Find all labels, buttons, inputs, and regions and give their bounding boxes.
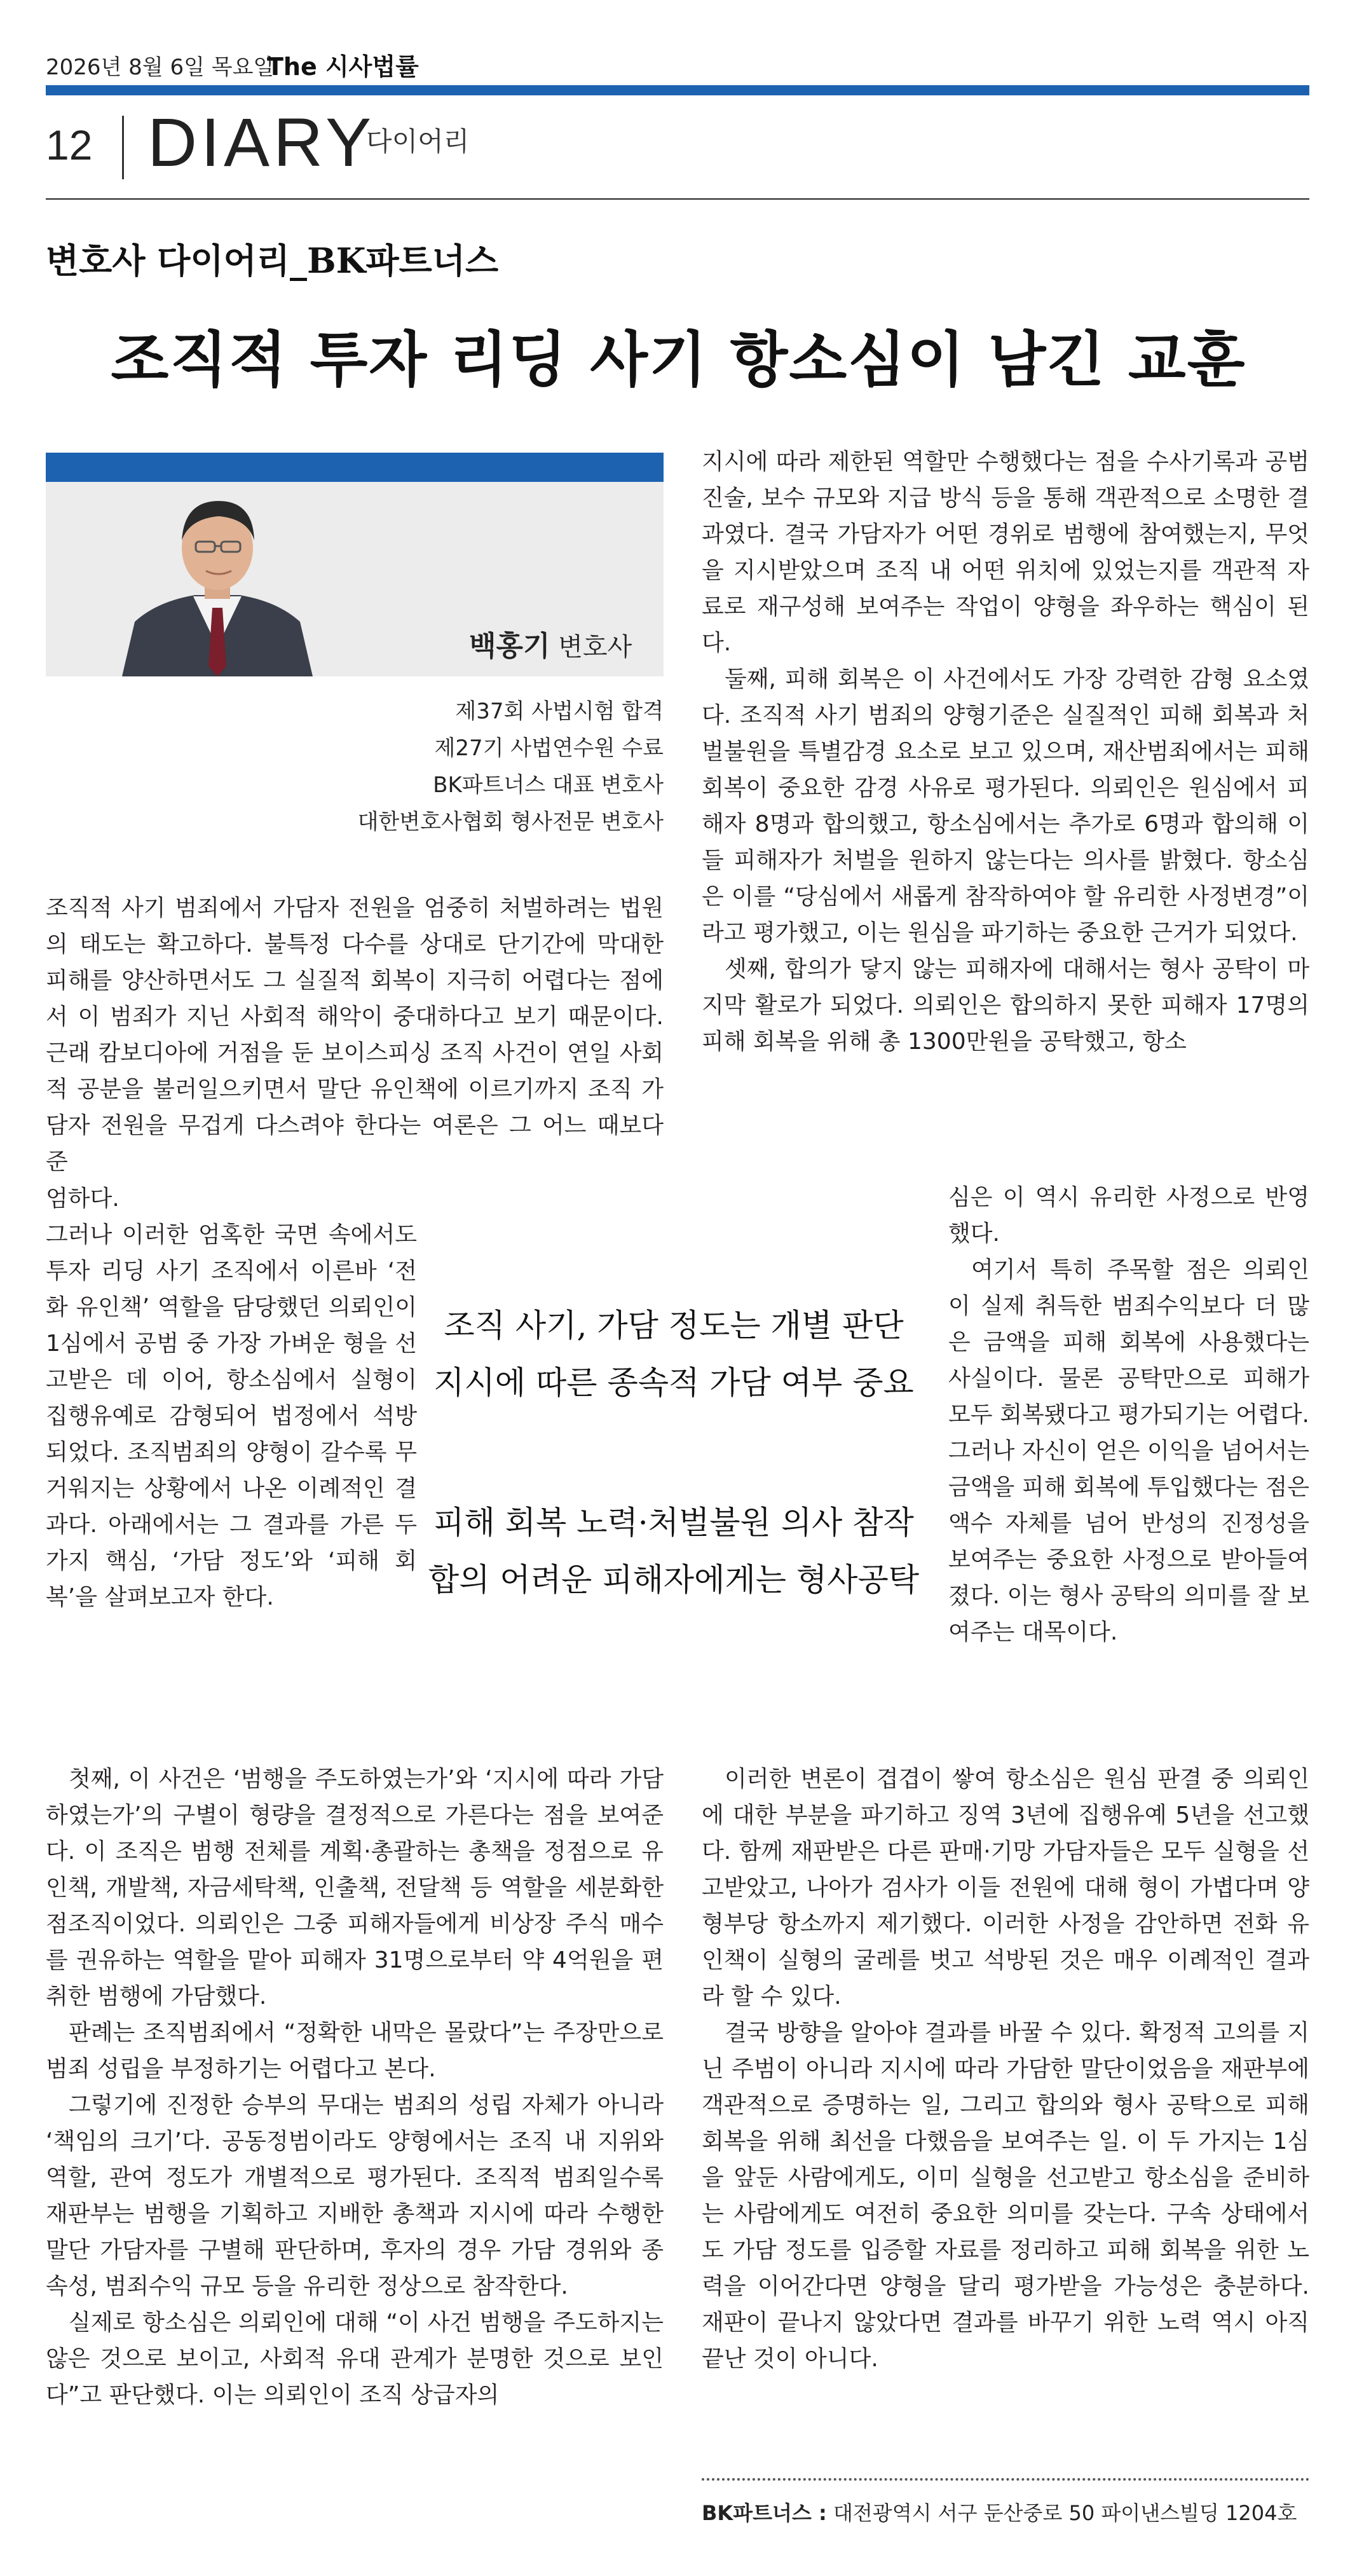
author-byline [469, 623, 632, 664]
section-title: DIARY [147, 104, 376, 181]
header-divider [122, 116, 124, 179]
pull-quote-line: 피해 회복 노력·처벌불원 의사 참작 [433, 1504, 914, 1541]
paragraph: 둘째, 피해 회복은 이 사건에서도 가장 강력한 감형 요소였다. 조직적 사기 범죄의 양형기준은 실질적인 피해 회복과 처벌불원을 특별감경 요소로 보고 있으며, 재산범죄에서는 피해 회복이 중요한 감경 사유로 평가된다. 의뢰인은 원심에서 피해자 8명과 합의했고, 항소심에서는 추가로 6명과 합의해 이들 피해자가 처벌을 원하지 않는다는 의사를 밝혔다. 항소심은 이를 “당심에서 새롭게 참작하여야 할 유리한 사정변경”이라고 평가했고, 이는 원심을 파기하는 중요한 근거가 되었다. [702, 666, 1309, 946]
credential-line: 제37회 사법시험 합격 [455, 699, 664, 724]
paragraph: 조직적 사기 범죄에서 가담자 전원을 엄중히 처벌하려는 법원의 태도는 확고하다. 불특정 다수를 상대로 단기간에 막대한 피해를 양산하면서도 그 실질적 회복이 지극히 어렵다는 점에서 이 범죄가 지닌 사회적 해악이 중대하다고 보기 때문이다. 근래 캄보디아에 거점을 둔 보이스피싱 조직 사건이 연일 사회적 공분을 불러일으키면서 말단 유인책에 이르기까지 조직 가담자 전원을 무겁게 다스려야 한다는 여론은 그 어느 때보다 준 [46, 895, 664, 1175]
header-rule [46, 198, 1309, 200]
paragraph: 판례는 조직범죄에서 “정확한 내막은 몰랐다”는 주장만으로 범죄 성립을 부정하기는 어렵다고 본다. [46, 2020, 664, 2082]
credential-line: BK파트너스 대표 변호사 [433, 772, 664, 798]
paragraph: 여기서 특히 주목할 점은 의뢰인이 실제 취득한 범죄수익보다 더 많은 금액을 피해 회복에 사용했다는 사실이다. 물론 공탁만으로 피해가 모두 회복됐다고 평가되기는 어렵다. 그러나 자신이 얻은 이익을 넘어서는 금액을 피해 회복에 투입했다는 점은 액수 자체를 넘어 반성의 진정성을 보여주는 중요한 사정으로 받아들여졌다. 이는 형사 공탁의 의미를 잘 보여주는 대목이다. [948, 1257, 1309, 1645]
paragraph: 그러나 이러한 엄혹한 국면 속에서도 투자 리딩 사기 조직에서 이른바 ‘전화 유인책’ 역할을 담당했던 의뢰인이 1심에서 공범 중 가장 가벼운 형을 선고받은 데 이어, 항소심에서 실형이 집행유예로 감형되어 법정에서 석방되었다. 조직범죄의 양형이 갈수록 무거워지는 상황에서 나온 이례적인 결과다. 아래에서는 그 결과를 가른 두 가지 핵심, ‘가담 정도’와 ‘피해 회복’을 살펴보고자 한다. [46, 1222, 417, 1610]
body-right-bottom [702, 1761, 1309, 2377]
pull-quote-line: 지시에 따른 종속적 가담 여부 중요 [433, 1364, 914, 1401]
paragraph: 실제로 항소심은 의뢰인에 대해 “이 사건 범행을 주도하지는 않은 것으로 보이고, 사회적 유대 관계가 분명한 것으로 보인다”고 판단했다. 이는 의뢰인이 조직 상급자의 [46, 2310, 664, 2408]
paragraph: 엄하다. [46, 1186, 119, 1212]
body-left-narrow [46, 1181, 417, 1615]
address-text: 대전광역시 서구 둔산중로 50 파이낸스빌딩 1204호 [833, 2501, 1297, 2525]
top-accent-bar [46, 85, 1309, 95]
paragraph: 이러한 변론이 겹겹이 쌓여 항소심은 원심 판결 중 의뢰인에 대한 부분을 파기하고 징역 3년에 집행유예 5년을 선고했다. 함께 재판받은 다른 판매·기망 가담자들은 모두 실형을 선고받았고, 나아가 검사가 이들 전원에 대해 형이 가볍다며 양형부당 항소까지 제기했다. 이러한 사정을 감안하면 전화 유인책이 실형의 굴레를 벗고 석방된 것은 매우 이례적인 결과라 할 수 있다. [702, 1766, 1309, 2010]
pull-quote [419, 1297, 928, 1608]
paragraph: 셋째, 합의가 닿지 않는 피해자에 대해서는 형사 공탁이 마지막 활로가 되었다. 의뢰인은 합의하지 못한 피해자 17명의 피해 회복을 위해 총 1300만원을 공탁했고, 항소 [702, 956, 1309, 1055]
paragraph: 지시에 따라 제한된 역할만 수행했다는 점을 수사기록과 공범 진술, 보수 규모와 지급 방식 등을 통해 객관적으로 소명한 결과였다. 결국 가담자가 어떤 경위로 범행에 참여했는지, 무엇을 지시받았으며 조직 내 어떤 위치에 있었는지를 객관적 자료로 재구성해 보여주는 작업이 양형을 좌우하는 핵심이 된다. [702, 449, 1309, 656]
paragraph: 심은 이 역시 유리한 사정으로 반영했다. [948, 1184, 1309, 1247]
photo-accent-bar [46, 453, 664, 482]
footer-divider [702, 2478, 1309, 2481]
author-credentials [267, 693, 664, 840]
credential-line: 대한변호사협회 형사전문 변호사 [357, 809, 664, 835]
credential-line: 제27기 사법연수원 수료 [434, 736, 664, 761]
firm-label: BK파트너스 : [702, 2501, 827, 2525]
body-right-narrow [948, 1179, 1309, 1650]
author-name: 백홍기 [469, 630, 550, 662]
headline: 조직적 투자 리딩 사기 항소심이 남긴 교훈 [111, 325, 1246, 395]
body-right-top [702, 444, 1309, 1060]
pull-quote-line: 조직 사기, 가담 정도는 개별 판단 [444, 1307, 904, 1344]
section-title-korean: 다이어리 [366, 126, 470, 157]
body-left-intro [46, 890, 664, 1180]
page-number: 12 [46, 121, 93, 168]
paragraph: 첫째, 이 사건은 ‘범행을 주도하였는가’와 ‘지시에 따라 가담하였는가’의 구별이 형량을 결정적으로 가른다는 점을 보여준다. 이 조직은 범행 전체를 계획·총괄하는 총책을 정점으로 유인책, 개발책, 자금세탁책, 인출책, 전달책 등 역할을 세분화한 점조직이었다. 의뢰인은 그중 피해자들에게 비상장 주식 매수를 권유하는 역할을 맡아 피해자 31명으로부터 약 4억원을 편취한 범행에 가담했다. [46, 1766, 664, 2010]
author-title: 변호사 [558, 633, 632, 662]
issue-date: 2026년 8월 6일 목요일 [46, 55, 275, 80]
paragraph: 그렇기에 진정한 승부의 무대는 범죄의 성립 자체가 아니라 ‘책임의 크기’다. 공동정범이라도 양형에서는 조직 내 지위와 역할, 관여 정도가 개별적으로 평가된다. 조직적 범죄일수록 재판부는 범행을 기획하고 지배한 총책과 지시에 따라 수행한 말단 가담자를 구별해 판단하며, 후자의 경우 가담 경위와 종속성, 범죄수익 규모 등을 유리한 정상으로 참작한다. [46, 2092, 664, 2299]
pull-quote-line: 합의 어려운 피해자에게는 형사공탁 [428, 1561, 920, 1598]
firm-address [702, 2497, 1297, 2526]
paragraph: 결국 방향을 알아야 결과를 바꿀 수 있다. 확정적 고의를 지닌 주범이 아니라 지시에 따라 가담한 말단이었음을 재판부에 객관적으로 증명하는 일, 그리고 합의와 형사 공탁으로 피해 회복을 위해 최선을 다했음을 보여주는 일. 이 두 가지는 1심을 앞둔 사람에게도, 이미 실형을 선고받고 항소심을 준비하는 사람에게도 여전히 중요한 의미를 갖는다. 구속 상태에서도 가담 정도를 입증할 자료를 정리하고 피해 회복을 위한 노력을 이어간다면 양형을 달리 평가받을 가능성은 충분하다. 재판이 끝나지 않았다면 결과를 바꾸기 위한 노력 역시 아직 끝난 것이 아니다. [702, 2020, 1309, 2372]
column-title: 변호사 다이어리_BK파트너스 [46, 240, 499, 281]
newspaper-logo: The 시사법률 [267, 53, 419, 81]
body-left-bottom [46, 1761, 664, 2413]
